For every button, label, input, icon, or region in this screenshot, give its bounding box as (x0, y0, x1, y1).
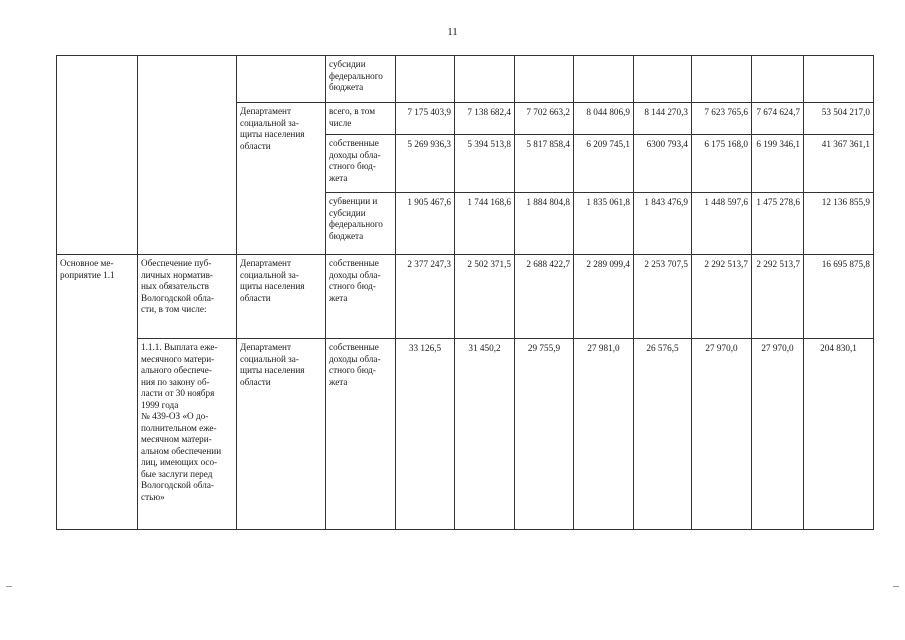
funding-source-cell: собственные доходы обла- стного бюд- жета (326, 255, 396, 339)
value-cell: 27 970,0 (752, 339, 804, 530)
funding-source-cell: собственные доходы обла- стного бюд- жета (326, 135, 396, 193)
funding-source-cell: собственные доходы обла- стного бюд- жета (326, 339, 396, 530)
value-cell (752, 56, 804, 103)
value-cell: 16 695 875,8 (804, 255, 874, 339)
executor-cell: Департамент социальной за- щиты населения области (237, 255, 326, 339)
value-cell: 1 475 278,6 (752, 193, 804, 255)
value-cell: 204 830,1 (804, 339, 874, 530)
executor-cell (237, 56, 326, 103)
program-name-cell: Обеспечение пуб- личных норматив- ных обязательств Вологодской обла- сти, в том числе: (138, 255, 237, 339)
value-cell: 1 448 597,6 (692, 193, 752, 255)
value-cell (455, 56, 515, 103)
value-cell: 27 970,0 (692, 339, 752, 530)
activity-cell (57, 56, 138, 255)
value-cell: 2 253 707,5 (634, 255, 692, 339)
value-cell (634, 56, 692, 103)
value-cell: 29 755,9 (515, 339, 574, 530)
value-cell: 6 199 346,1 (752, 135, 804, 193)
value-cell (574, 56, 634, 103)
value-cell: 41 367 361,1 (804, 135, 874, 193)
value-cell: 12 136 855,9 (804, 193, 874, 255)
value-cell: 1 843 476,9 (634, 193, 692, 255)
value-cell: 27 981,0 (574, 339, 634, 530)
value-cell (804, 56, 874, 103)
value-cell: 1 884 804,8 (515, 193, 574, 255)
value-cell: 33 126,5 (396, 339, 455, 530)
value-cell: 7 138 682,4 (455, 103, 515, 135)
funding-source-cell: всего, в том числе (326, 103, 396, 135)
executor-cell: Департамент социальной за- щиты населения области (237, 339, 326, 530)
value-cell: 2 688 422,7 (515, 255, 574, 339)
value-cell: 8 144 270,3 (634, 103, 692, 135)
value-cell: 1 835 061,8 (574, 193, 634, 255)
program-name-cell: 1.1.1. Выплата еже- месячного матери- ального обеспече- ния по закону об- ласти от 30 ноября 1999 года № 439-ОЗ «О до- полнительном еже- месячном матери- альном обеспечении лиц, имеющих осо- бые заслуги перед Вологодской обла- стью» (138, 339, 237, 530)
value-cell: 26 576,5 (634, 339, 692, 530)
value-cell (396, 56, 455, 103)
value-cell (515, 56, 574, 103)
budget-table (56, 55, 874, 530)
value-cell: 31 450,2 (455, 339, 515, 530)
value-cell: 6 209 745,1 (574, 135, 634, 193)
scan-edge-mark-left (6, 586, 12, 587)
value-cell: 2 289 099,4 (574, 255, 634, 339)
scan-edge-mark-right (893, 586, 899, 587)
value-cell: 7 674 624,7 (752, 103, 804, 135)
value-cell: 2 377 247,3 (396, 255, 455, 339)
value-cell: 1 905 467,6 (396, 193, 455, 255)
funding-source-cell: субвенции и субсидии федерального бюджета (326, 193, 396, 255)
value-cell: 1 744 168,6 (455, 193, 515, 255)
value-cell: 53 504 217,0 (804, 103, 874, 135)
executor-cell: Департамент социальной за- щиты населения области (237, 103, 326, 255)
table-row (57, 339, 874, 530)
value-cell: 7 175 403,9 (396, 103, 455, 135)
value-cell: 6 175 168,0 (692, 135, 752, 193)
activity-cell: Основное ме- роприятие 1.1 (57, 255, 138, 530)
program-name-cell (138, 56, 237, 255)
value-cell: 2 292 513,7 (752, 255, 804, 339)
value-cell: 2 502 371,5 (455, 255, 515, 339)
funding-source-cell: субсидии федерального бюджета (326, 56, 396, 103)
value-cell: 7 623 765,6 (692, 103, 752, 135)
table-row (57, 56, 874, 103)
value-cell: 2 292 513,7 (692, 255, 752, 339)
value-cell: 5 269 936,3 (396, 135, 455, 193)
value-cell: 5 817 858,4 (515, 135, 574, 193)
value-cell: 8 044 806,9 (574, 103, 634, 135)
page-number: 11 (447, 26, 458, 38)
value-cell: 6300 793,4 (634, 135, 692, 193)
table-row (57, 255, 874, 339)
value-cell: 5 394 513,8 (455, 135, 515, 193)
value-cell (692, 56, 752, 103)
value-cell: 7 702 663,2 (515, 103, 574, 135)
